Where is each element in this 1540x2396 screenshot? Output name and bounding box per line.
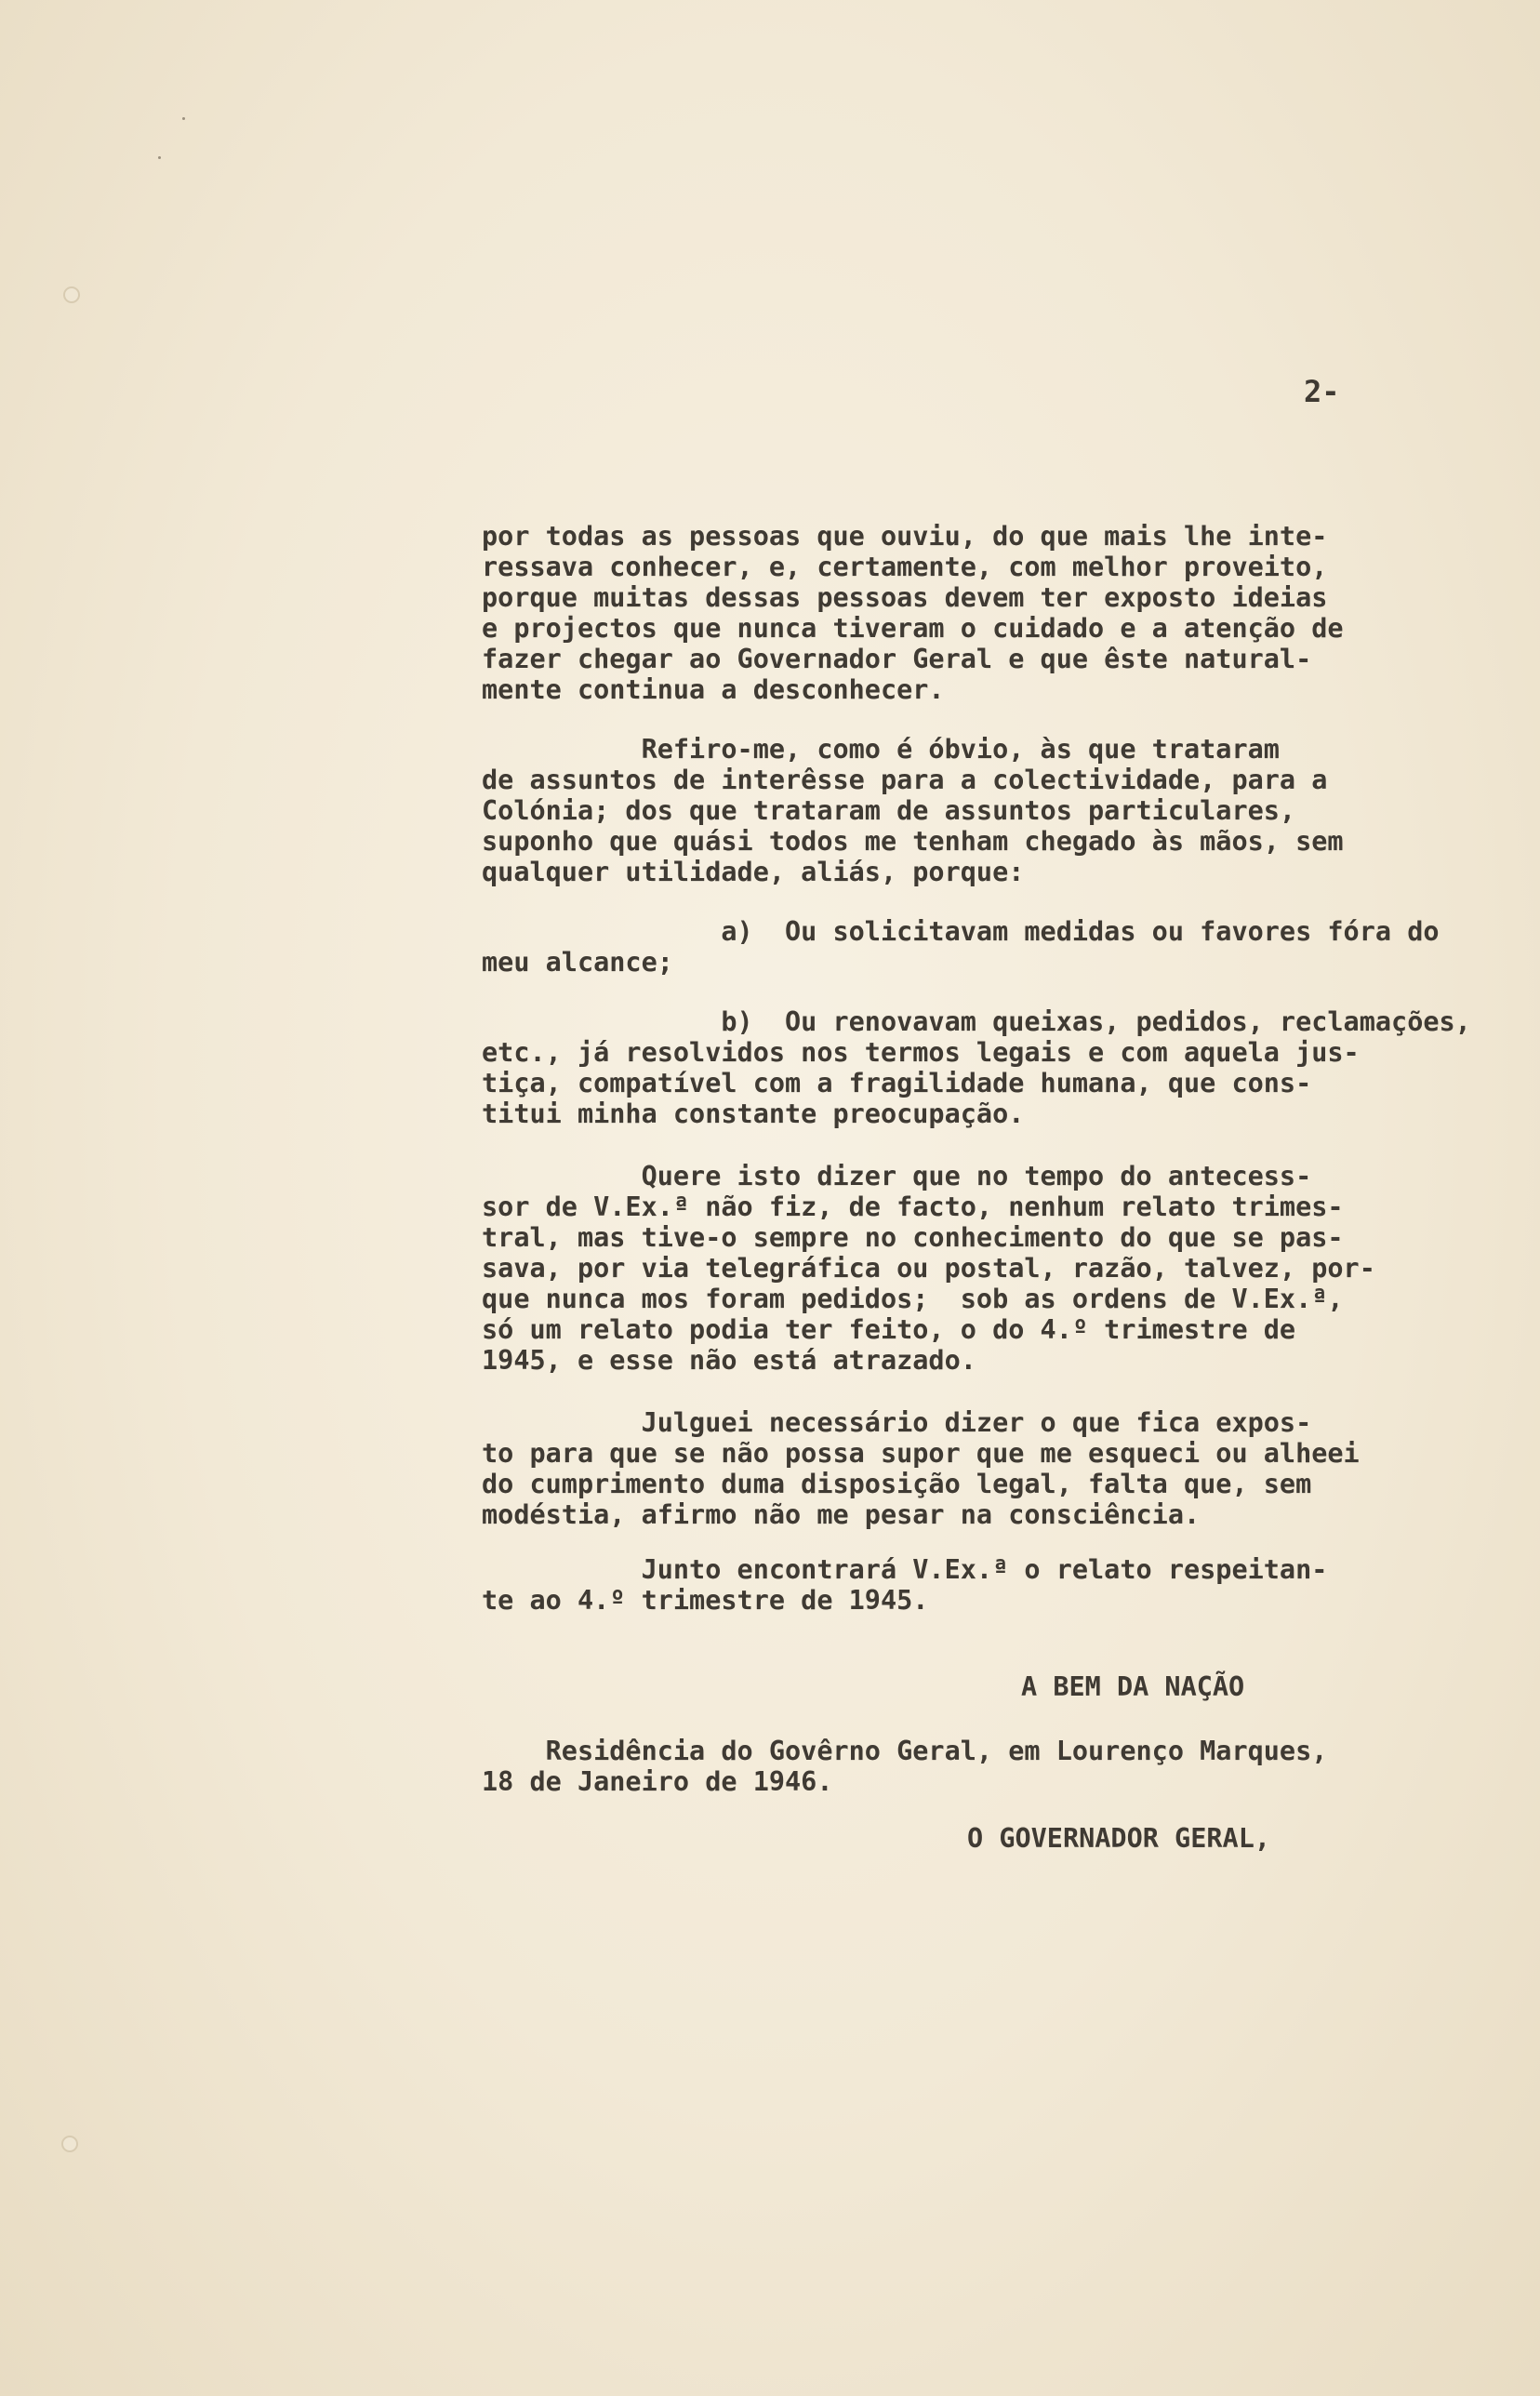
- paper-speck: [182, 117, 185, 120]
- text-line: Refiro-me, como é óbvio, às que trataram: [482, 734, 1280, 765]
- text-line: meu alcance;: [482, 947, 673, 978]
- text-line: a) Ou solicitavam medidas ou favores fóra do: [482, 916, 1440, 947]
- place-and-date: [482, 1736, 1327, 1797]
- text-line: tral, mas tive-o sempre no conhecimento do que se pas-: [482, 1222, 1344, 1253]
- paragraph-1: [482, 521, 1533, 705]
- text-line: por todas as pessoas que ouviu, do que mais lhe inte-: [482, 521, 1328, 552]
- paragraph-3: [482, 1161, 1533, 1376]
- item-b: [482, 1006, 1533, 1129]
- closing-motto: A BEM DA NAÇÃO: [1021, 1671, 1245, 1702]
- text-line: to para que se não possa supor que me esqueci ou alheei: [482, 1438, 1360, 1469]
- text-line: Julguei necessário dizer o que fica expos-: [482, 1407, 1312, 1438]
- punch-hole: [63, 286, 80, 303]
- signature-title: O GOVERNADOR GERAL,: [967, 1823, 1271, 1854]
- text-line: tiça, compatível com a fragilidade humana, que cons-: [482, 1068, 1312, 1098]
- text-line: do cumprimento duma disposição legal, falta que, sem: [482, 1469, 1312, 1499]
- text-line: b) Ou renovavam queixas, pedidos, reclamações,: [482, 1006, 1471, 1037]
- text-line: 1945, e esse não está atrazado.: [482, 1345, 976, 1376]
- text-line: suponho que quási todos me tenham chegado às mãos, sem: [482, 826, 1344, 857]
- text-line: Junto encontrará V.Ex.ª o relato respeitan-: [482, 1554, 1328, 1585]
- text-line: porque muitas dessas pessoas devem ter exposto ideias: [482, 582, 1328, 613]
- text-line: Colónia; dos que trataram de assuntos particulares,: [482, 795, 1296, 826]
- text-line: fazer chegar ao Governador Geral e que êste natural-: [482, 644, 1312, 674]
- text-line: 18 de Janeiro de 1946.: [482, 1766, 833, 1797]
- paragraph-5: [482, 1554, 1533, 1616]
- text-line: qualquer utilidade, aliás, porque:: [482, 857, 1025, 887]
- text-line: Quere isto dizer que no tempo do antecess-: [482, 1161, 1312, 1191]
- text-line: só um relato podia ter feito, o do 4.º trimestre de: [482, 1314, 1296, 1345]
- text-line: titui minha constante preocupação.: [482, 1098, 1025, 1129]
- text-line: etc., já resolvidos nos termos legais e com aquela jus-: [482, 1037, 1360, 1068]
- text-line: sava, por via telegráfica ou postal, razão, talvez, por-: [482, 1253, 1375, 1284]
- text-line: mente continua a desconhecer.: [482, 674, 945, 705]
- paragraph-4: [482, 1407, 1533, 1530]
- text-line: e projectos que nunca tiveram o cuidado e a atenção de: [482, 613, 1344, 644]
- paragraph-2: [482, 734, 1533, 887]
- text-line: Residência do Govêrno Geral, em Lourenço Marques,: [482, 1736, 1328, 1766]
- text-line: que nunca mos foram pedidos; sob as ordens de V.Ex.ª,: [482, 1284, 1344, 1314]
- paper-speck: [158, 156, 161, 159]
- text-line: te ao 4.º trimestre de 1945.: [482, 1585, 929, 1616]
- item-a: [482, 916, 1533, 978]
- text-line: de assuntos de interêsse para a colectividade, para a: [482, 765, 1328, 795]
- text-line: modéstia, afirmo não me pesar na consciência.: [482, 1499, 1201, 1530]
- text-line: ressava conhecer, e, certamente, com melhor proveito,: [482, 552, 1328, 582]
- letter-body: [482, 521, 1533, 1616]
- punch-hole: [61, 2136, 78, 2152]
- page-number: 2-: [1304, 374, 1340, 409]
- text-line: sor de V.Ex.ª não fiz, de facto, nenhum relato trimes-: [482, 1191, 1344, 1222]
